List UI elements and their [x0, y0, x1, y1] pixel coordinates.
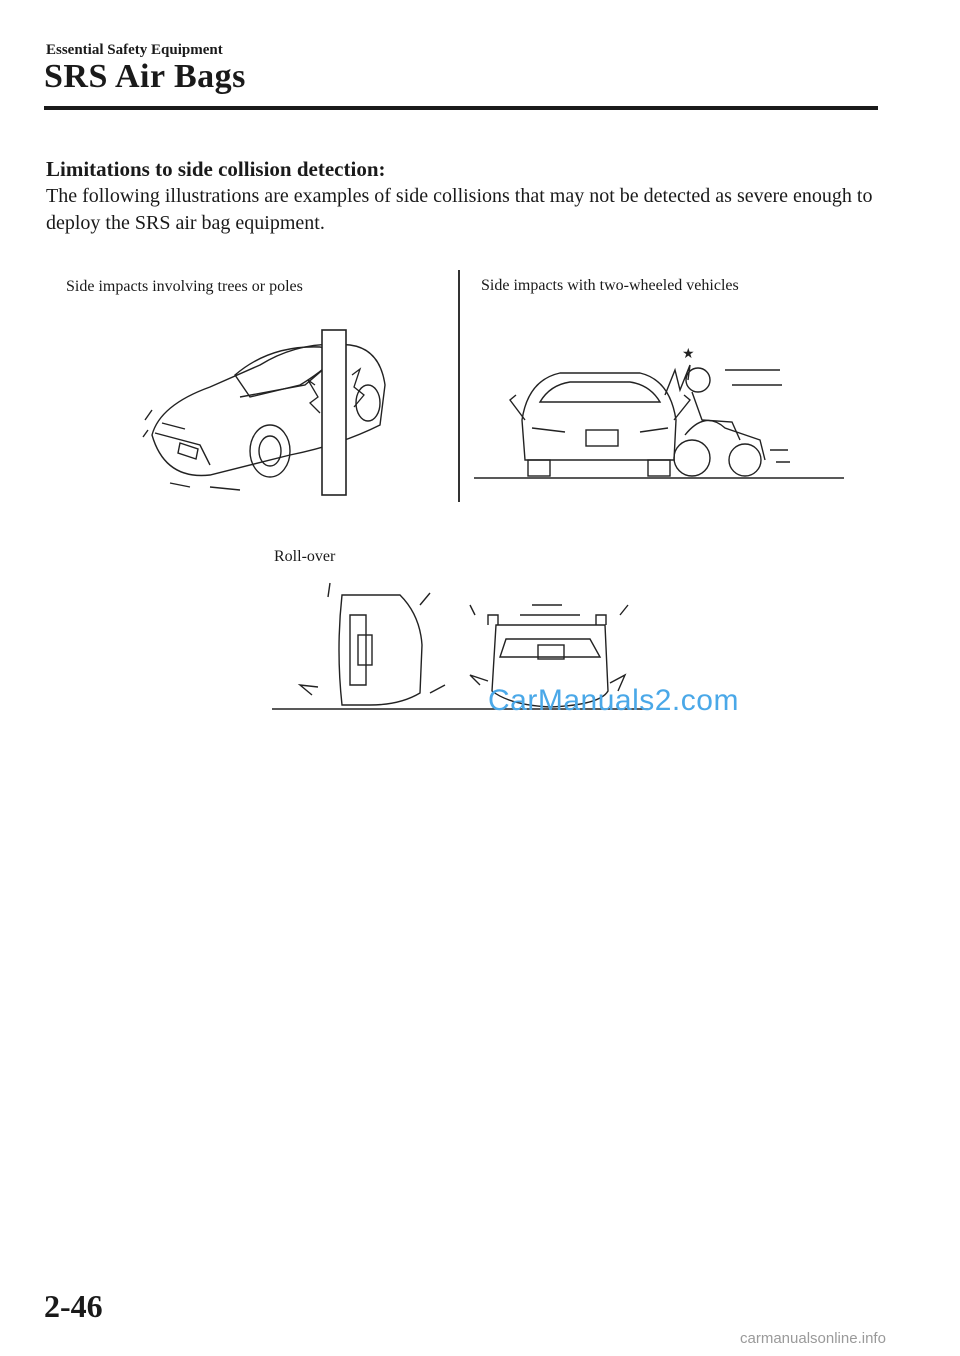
pole-impact-illustration: [140, 325, 400, 500]
subheading: Limitations to side collision detection:: [46, 157, 386, 181]
page-number: 2-46: [44, 1288, 103, 1324]
caption-trees-poles: Side impacts involving trees or poles: [66, 278, 303, 295]
title-rule: [44, 106, 878, 110]
section-label: Essential Safety Equipment: [46, 42, 223, 58]
body-paragraph: The following illustrations are examples of side collisions that may not be detected as severe enough to deploy the SRS air bag equipment.: [46, 185, 873, 234]
watermark: CarManuals2.com: [488, 684, 739, 717]
figure-divider: [458, 270, 460, 502]
svg-text:★: ★: [682, 347, 695, 362]
footer-site: carmanualsonline.info: [740, 1330, 886, 1347]
caption-rollover: Roll-over: [274, 548, 336, 565]
page-title: SRS Air Bags: [44, 58, 246, 95]
caption-two-wheeled: Side impacts with two-wheeled vehicles: [481, 277, 739, 294]
motorcycle-impact-illustration: [470, 340, 850, 485]
